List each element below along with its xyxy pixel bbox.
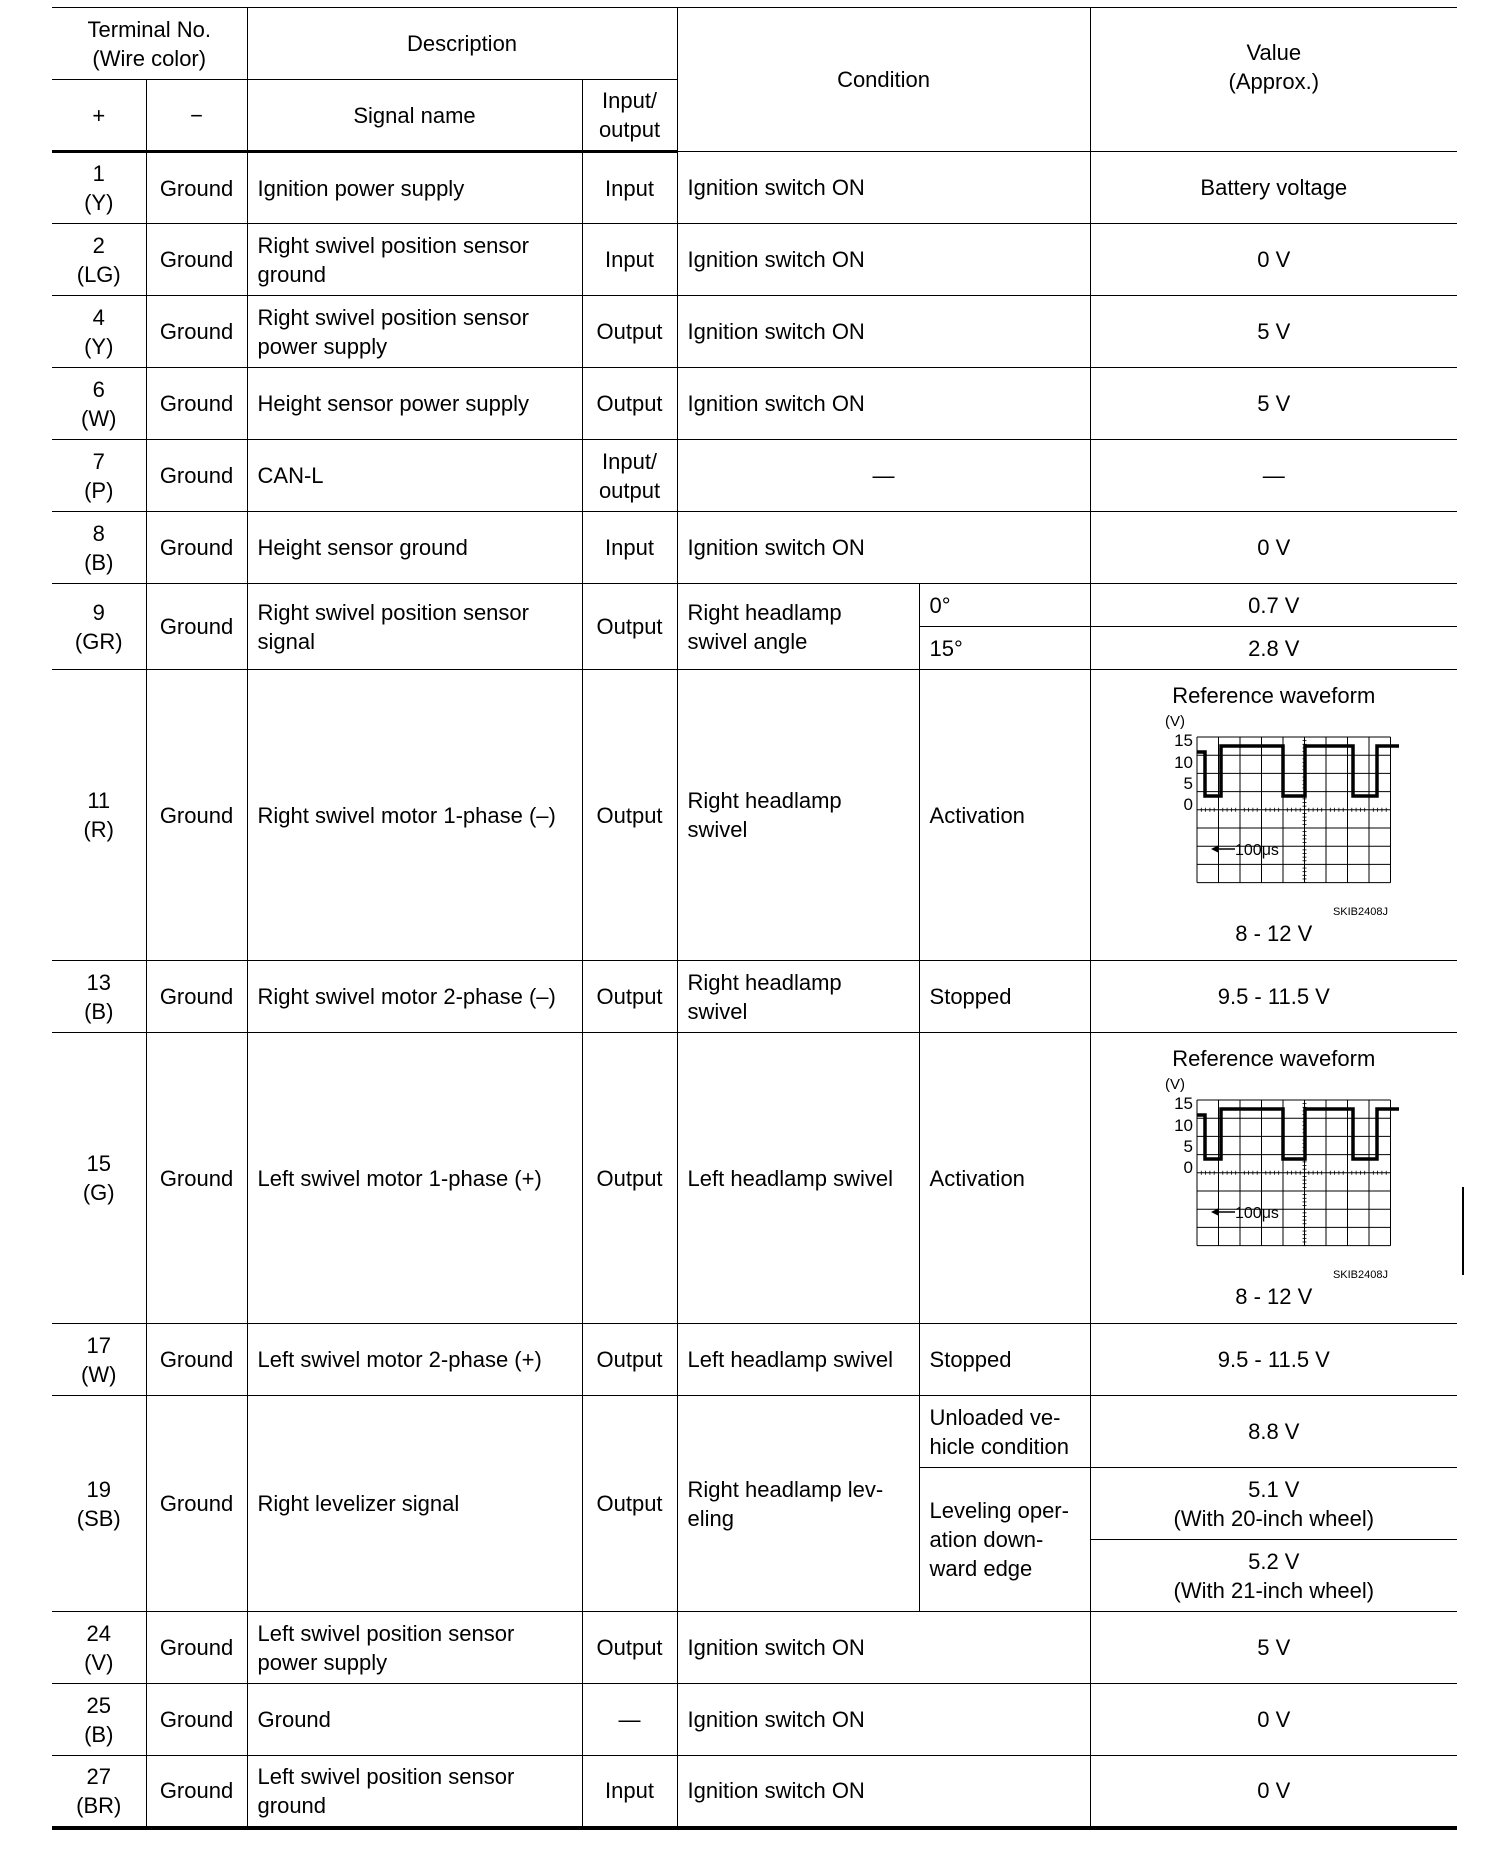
value-cell: 9.5 - 11.5 V [1090, 961, 1457, 1033]
value-cell: 5 V [1090, 368, 1457, 440]
io-cell: Output [582, 584, 677, 670]
signal-cell: Right swivel motor 1-phase (–) [247, 670, 582, 961]
waveform-tick: 15 [1173, 1094, 1193, 1113]
terminal-cell: 13 (B) [52, 961, 146, 1033]
condition-cell: Left headlamp swivel [677, 1033, 919, 1324]
io-cell: Output [582, 1612, 677, 1684]
value-cell: 2.8 V [1090, 627, 1457, 670]
subcondition-cell: Stopped [919, 1324, 1090, 1396]
value-cell [1090, 1033, 1457, 1324]
signal-cell: Ignition power supply [247, 152, 582, 224]
value-cell: 5.1 V (With 20-inch wheel) [1090, 1468, 1457, 1540]
waveform-timebase: 100μs [1234, 1205, 1279, 1222]
subcondition-cell: Activation [919, 670, 1090, 961]
signal-cell: Right swivel position sensor power supply [247, 296, 582, 368]
header-plus: + [52, 80, 146, 152]
waveform-tick: 0 [1183, 795, 1193, 814]
minus-cell: Ground [146, 368, 247, 440]
value-cell: 0 V [1090, 224, 1457, 296]
reference-waveform [1149, 710, 1399, 920]
waveform-title: Reference waveform [1172, 683, 1376, 708]
condition-cell: Ignition switch ON [677, 1612, 1090, 1684]
table-row [52, 1756, 1457, 1828]
minus-cell: Ground [146, 1756, 247, 1828]
signal-cell: Left swivel position sensor power supply [247, 1612, 582, 1684]
header-input-output: Input/ output [582, 80, 677, 152]
waveform-grid [1197, 1100, 1391, 1246]
io-cell: Output [582, 296, 677, 368]
subcondition-cell: Leveling oper- ation down- ward edge [919, 1468, 1090, 1612]
signal-cell: Left swivel position sensor ground [247, 1756, 582, 1828]
waveform-tick: 15 [1173, 731, 1193, 750]
io-cell: Output [582, 670, 677, 961]
terminal-cell: 19 (SB) [52, 1396, 146, 1612]
terminal-cell: 7 (P) [52, 440, 146, 512]
minus-cell: Ground [146, 152, 247, 224]
condition-cell: Ignition switch ON [677, 1684, 1090, 1756]
signal-cell: Ground [247, 1684, 582, 1756]
condition-cell: Right headlamp swivel [677, 670, 919, 961]
io-cell: Output [582, 1396, 677, 1612]
header-condition: Condition [677, 8, 1090, 152]
subcondition-cell: 0° [919, 584, 1090, 627]
table-row [52, 1396, 1457, 1468]
condition-cell: Ignition switch ON [677, 224, 1090, 296]
value-cell: 5.2 V (With 21-inch wheel) [1090, 1540, 1457, 1612]
io-cell: Input [582, 152, 677, 224]
waveform-unit: (V) [1164, 713, 1185, 730]
minus-cell: Ground [146, 296, 247, 368]
condition-cell: Ignition switch ON [677, 152, 1090, 224]
terminal-cell: 1 (Y) [52, 152, 146, 224]
condition-cell: Ignition switch ON [677, 368, 1090, 440]
signal-cell: Height sensor ground [247, 512, 582, 584]
terminal-cell: 8 (B) [52, 512, 146, 584]
minus-cell: Ground [146, 1033, 247, 1324]
condition-cell: Right headlamp swivel [677, 961, 919, 1033]
minus-cell: Ground [146, 1396, 247, 1612]
terminal-cell: 17 (W) [52, 1324, 146, 1396]
table-row [52, 584, 1457, 627]
value-cell: 9.5 - 11.5 V [1090, 1324, 1457, 1396]
signal-cell: Left swivel motor 1-phase (+) [247, 1033, 582, 1324]
waveform-tick: 5 [1183, 1137, 1193, 1156]
terminal-cell: 2 (LG) [52, 224, 146, 296]
table-row [52, 1324, 1457, 1396]
waveform-figure-code: SKIB2408J [1332, 1269, 1388, 1281]
header-minus: − [146, 80, 247, 152]
waveform-tick: 5 [1183, 774, 1193, 793]
signal-cell: Height sensor power supply [247, 368, 582, 440]
terminal-table [52, 7, 1457, 1830]
io-cell: Input [582, 1756, 677, 1828]
terminal-cell: 25 (B) [52, 1684, 146, 1756]
signal-cell: Right swivel motor 2-phase (–) [247, 961, 582, 1033]
header-signal-name: Signal name [247, 80, 582, 152]
io-cell: Input [582, 224, 677, 296]
condition-cell: Ignition switch ON [677, 296, 1090, 368]
table-row [52, 670, 1457, 961]
terminal-cell: 9 (GR) [52, 584, 146, 670]
condition-cell: — [677, 440, 1090, 512]
waveform-value: 8 - 12 V [1235, 921, 1313, 946]
terminal-cell: 6 (W) [52, 368, 146, 440]
waveform-tick: 0 [1183, 1158, 1193, 1177]
subcondition-cell: Unloaded ve- hicle condition [919, 1396, 1090, 1468]
io-cell: Output [582, 1033, 677, 1324]
value-cell: 0 V [1090, 512, 1457, 584]
io-cell: Input/ output [582, 440, 677, 512]
value-cell: 0 V [1090, 1756, 1457, 1828]
minus-cell: Ground [146, 512, 247, 584]
subcondition-cell: Stopped [919, 961, 1090, 1033]
signal-cell: Right swivel position sensor ground [247, 224, 582, 296]
value-cell: 5 V [1090, 296, 1457, 368]
io-cell: — [582, 1684, 677, 1756]
waveform-tick: 10 [1173, 753, 1193, 772]
condition-cell: Right headlamp swivel angle [677, 584, 919, 670]
waveform-title: Reference waveform [1172, 1046, 1376, 1071]
table-row [52, 1684, 1457, 1756]
value-cell: Battery voltage [1090, 152, 1457, 224]
reference-waveform [1149, 1073, 1399, 1283]
waveform-tick: 10 [1173, 1116, 1193, 1135]
minus-cell: Ground [146, 961, 247, 1033]
signal-cell: Left swivel motor 2-phase (+) [247, 1324, 582, 1396]
waveform-value: 8 - 12 V [1235, 1284, 1313, 1309]
waveform-timebase: 100μs [1234, 842, 1279, 859]
signal-cell: CAN-L [247, 440, 582, 512]
table-row [52, 512, 1457, 584]
minus-cell: Ground [146, 440, 247, 512]
value-cell: 0 V [1090, 1684, 1457, 1756]
signal-cell: Right levelizer signal [247, 1396, 582, 1612]
waveform-unit: (V) [1164, 1076, 1185, 1093]
terminal-cell: 24 (V) [52, 1612, 146, 1684]
header-terminal: Terminal No. (Wire color) [52, 8, 247, 80]
table-row [52, 1612, 1457, 1684]
minus-cell: Ground [146, 1612, 247, 1684]
condition-cell: Ignition switch ON [677, 1756, 1090, 1828]
value-cell: 0.7 V [1090, 584, 1457, 627]
table-row [52, 440, 1457, 512]
value-cell: 5 V [1090, 1612, 1457, 1684]
header-description: Description [247, 8, 677, 80]
terminal-cell: 4 (Y) [52, 296, 146, 368]
table-row [52, 224, 1457, 296]
terminal-cell: 11 (R) [52, 670, 146, 961]
condition-cell: Left headlamp swivel [677, 1324, 919, 1396]
condition-cell: Right headlamp lev- eling [677, 1396, 919, 1612]
minus-cell: Ground [146, 1324, 247, 1396]
io-cell: Output [582, 961, 677, 1033]
value-cell: — [1090, 440, 1457, 512]
terminal-cell: 15 (G) [52, 1033, 146, 1324]
io-cell: Output [582, 1324, 677, 1396]
waveform-grid [1197, 737, 1391, 883]
table-row [52, 368, 1457, 440]
minus-cell: Ground [146, 1684, 247, 1756]
signal-cell: Right swivel position sensor signal [247, 584, 582, 670]
minus-cell: Ground [146, 670, 247, 961]
table-row [52, 296, 1457, 368]
header-value: Value (Approx.) [1090, 8, 1457, 152]
table-row [52, 152, 1457, 224]
revision-bar [1462, 1187, 1464, 1275]
minus-cell: Ground [146, 224, 247, 296]
terminal-cell: 27 (BR) [52, 1756, 146, 1828]
condition-cell: Ignition switch ON [677, 512, 1090, 584]
value-cell: 8.8 V [1090, 1396, 1457, 1468]
subcondition-cell: Activation [919, 1033, 1090, 1324]
waveform-figure-code: SKIB2408J [1332, 906, 1388, 918]
io-cell: Input [582, 512, 677, 584]
table-row [52, 961, 1457, 1033]
value-cell [1090, 670, 1457, 961]
minus-cell: Ground [146, 584, 247, 670]
io-cell: Output [582, 368, 677, 440]
subcondition-cell: 15° [919, 627, 1090, 670]
table-row [52, 1033, 1457, 1324]
